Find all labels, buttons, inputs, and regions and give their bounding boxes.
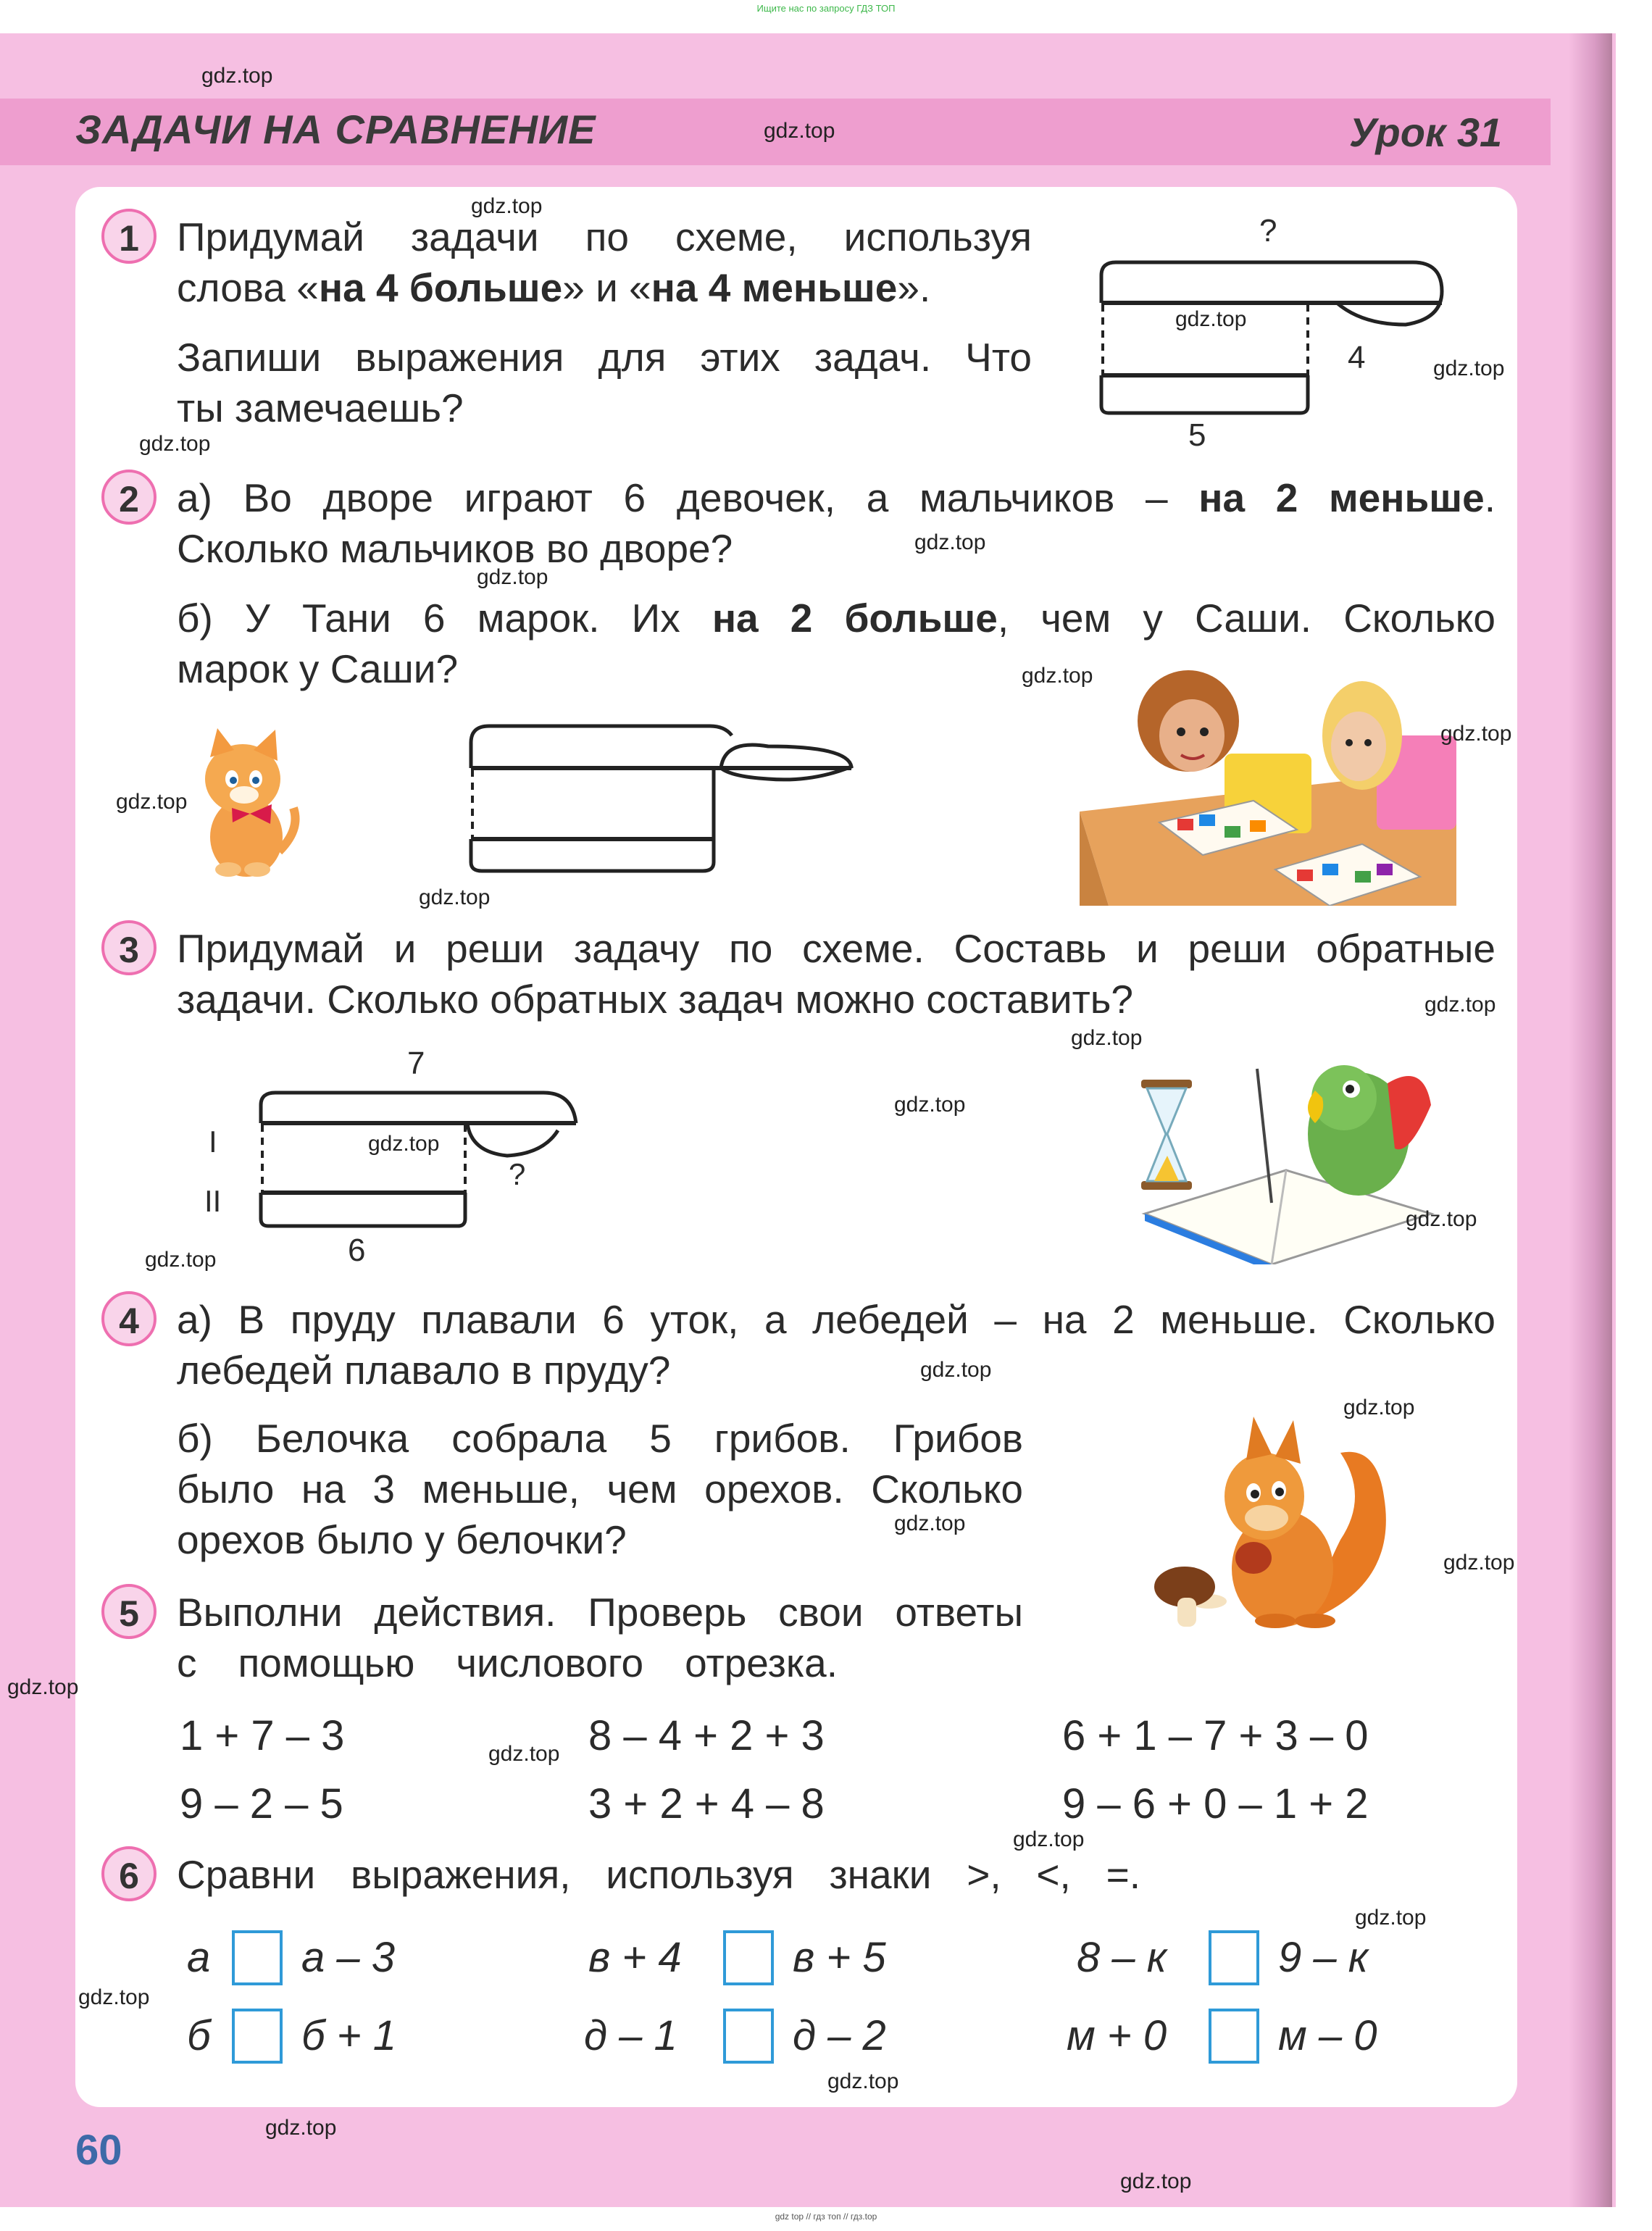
- compare-answer-box[interactable]: [232, 2009, 283, 2064]
- compare-left: б: [187, 2012, 211, 2059]
- scheme3-bottom-label: 6: [348, 1233, 366, 1268]
- watermark: gdz.top: [920, 1358, 992, 1382]
- bottom-note: gdz top // гдз топ // гдз.top: [775, 2211, 877, 2222]
- children-reading-illustration: [1080, 667, 1456, 906]
- compare-right: д – 2: [793, 2012, 886, 2059]
- compare-answer-box[interactable]: [232, 1930, 283, 1985]
- task-number-1: 1: [101, 209, 157, 264]
- compare-right: 9 – к: [1278, 1934, 1369, 1981]
- watermark: gdz.top: [78, 1985, 150, 2009]
- watermark: gdz.top: [1022, 664, 1093, 688]
- watermark: gdz.top: [894, 1093, 966, 1117]
- watermark: gdz.top: [116, 790, 188, 814]
- compare-answer-box[interactable]: [723, 2009, 774, 2064]
- top-note: Ищите нас по запросу ГДЗ ТОП: [756, 3, 896, 14]
- watermark: gdz.top: [914, 530, 986, 554]
- compare-right: б + 1: [301, 2012, 396, 2059]
- scheme3-row1-label: I: [209, 1125, 217, 1159]
- page-edge: [1569, 33, 1612, 2207]
- scheme1-diff-label: 4: [1348, 340, 1366, 375]
- compare-left: д – 1: [584, 2012, 677, 2059]
- watermark: gdz.top: [265, 2116, 337, 2140]
- watermark: gdz.top: [7, 1675, 79, 1699]
- task5-expression: 1 + 7 – 3: [180, 1712, 345, 1759]
- compare-answer-box[interactable]: [723, 1930, 774, 1985]
- task5-line1: Выполни действия. Проверь свои ответы: [177, 1590, 1023, 1635]
- watermark: gdz.top: [1406, 1207, 1477, 1231]
- squirrel-illustration: [1138, 1409, 1398, 1634]
- watermark: gdz.top: [201, 64, 273, 88]
- task5-expression: 9 – 2 – 5: [180, 1780, 343, 1827]
- task1-scheme: [1087, 203, 1464, 464]
- task1-line3: Запиши выражения для этих задач. Что: [177, 335, 1032, 380]
- watermark: gdz.top: [471, 194, 543, 218]
- watermark: gdz.top: [827, 2069, 899, 2093]
- task2-b-line2: марок у Саши?: [177, 646, 459, 691]
- page-title: ЗАДАЧИ НА СРАВНЕНИЕ: [75, 107, 596, 152]
- watermark: gdz.top: [1071, 1026, 1143, 1050]
- watermark: gdz.top: [894, 1511, 966, 1535]
- task4-b-line3: орехов было у белочки?: [177, 1517, 627, 1562]
- scheme1-question-mark: ?: [1259, 213, 1277, 249]
- scheme3-top-label: 7: [407, 1046, 425, 1081]
- task2-scheme: [464, 717, 869, 884]
- task2-a-line1: а) Во дворе играют 6 девочек, а мальчиков – на 2 меньше.: [177, 475, 1495, 520]
- task-number-3: 3: [101, 920, 157, 975]
- task5-line2: с помощью числового отрезка.: [177, 1640, 838, 1685]
- compare-answer-box[interactable]: [1209, 2009, 1259, 2064]
- watermark: gdz.top: [145, 1248, 217, 1272]
- task-number-4: 4: [101, 1291, 157, 1346]
- compare-answer-box[interactable]: [1209, 1930, 1259, 1985]
- watermark: gdz.top: [1424, 993, 1496, 1017]
- task3-line1: Придумай и реши задачу по схеме. Составь и реши обратные: [177, 926, 1495, 971]
- scheme3-question-mark: ?: [509, 1157, 526, 1191]
- task1-line4: ты замечаешь?: [177, 385, 464, 430]
- task4-b-line2: было на 3 меньше, чем орехов. Сколько: [177, 1467, 1023, 1511]
- task5-expression: 9 – 6 + 0 – 1 + 2: [1062, 1780, 1369, 1827]
- task5-expression: 6 + 1 – 7 + 3 – 0: [1062, 1712, 1369, 1759]
- compare-right: м – 0: [1278, 2012, 1377, 2059]
- watermark: gdz.top: [1120, 2169, 1192, 2193]
- watermark: gdz.top: [1443, 1551, 1515, 1575]
- compare-right: а – 3: [301, 1934, 395, 1981]
- task2-b-line1: б) У Тани 6 марок. Их на 2 больше, чем у Саши. Сколько: [177, 596, 1495, 641]
- task5-expression: 3 + 2 + 4 – 8: [588, 1780, 825, 1827]
- watermark: gdz.top: [477, 565, 548, 589]
- kitten-illustration: [185, 728, 301, 880]
- compare-left: а: [187, 1934, 211, 1981]
- task6-instruction: Сравни выражения, используя знаки >, <, =.: [177, 1852, 1140, 1897]
- task4-a-line1: а) В пруду плавали 6 уток, а лебедей – на 2 меньше. Сколько: [177, 1297, 1495, 1342]
- watermark: gdz.top: [1013, 1827, 1085, 1851]
- task-number-2: 2: [101, 470, 157, 525]
- watermark: gdz.top: [1440, 722, 1512, 746]
- page-number: 60: [75, 2127, 122, 2174]
- compare-right: в + 5: [793, 1934, 886, 1981]
- compare-left: 8 – к: [1077, 1934, 1167, 1981]
- watermark: gdz.top: [1355, 1906, 1427, 1930]
- watermark: gdz.top: [1433, 356, 1505, 380]
- task4-a-line2: лебедей плавало в пруду?: [177, 1348, 671, 1393]
- watermark: gdz.top: [764, 119, 835, 143]
- watermark: gdz.top: [139, 432, 211, 456]
- task1-line1: Придумай задачи по схеме, используя: [177, 214, 1032, 259]
- lesson-label: Урок 31: [1349, 109, 1503, 155]
- watermark: gdz.top: [1343, 1396, 1415, 1419]
- task3-line2: задачи. Сколько обратных задач можно составить?: [177, 977, 1133, 1022]
- compare-left: в + 4: [588, 1934, 682, 1981]
- compare-left: м + 0: [1067, 2012, 1167, 2059]
- task4-b-line1: б) Белочка собрала 5 грибов. Грибов: [177, 1416, 1023, 1461]
- scheme1-bottom-label: 5: [1188, 417, 1206, 453]
- task2-a-line2: Сколько мальчиков во дворе?: [177, 526, 733, 571]
- task-number-5: 5: [101, 1584, 157, 1639]
- scheme3-row2-label: II: [204, 1184, 222, 1218]
- task1-line2: слова «на 4 больше» и «на 4 меньше».: [177, 265, 931, 310]
- watermark: gdz.top: [419, 885, 491, 909]
- task-number-6: 6: [101, 1846, 157, 1901]
- watermark: gdz.top: [1175, 307, 1247, 331]
- watermark: gdz.top: [368, 1132, 440, 1156]
- watermark: gdz.top: [488, 1742, 560, 1766]
- parrot-illustration: [1134, 1047, 1438, 1264]
- task5-expression: 8 – 4 + 2 + 3: [588, 1712, 825, 1759]
